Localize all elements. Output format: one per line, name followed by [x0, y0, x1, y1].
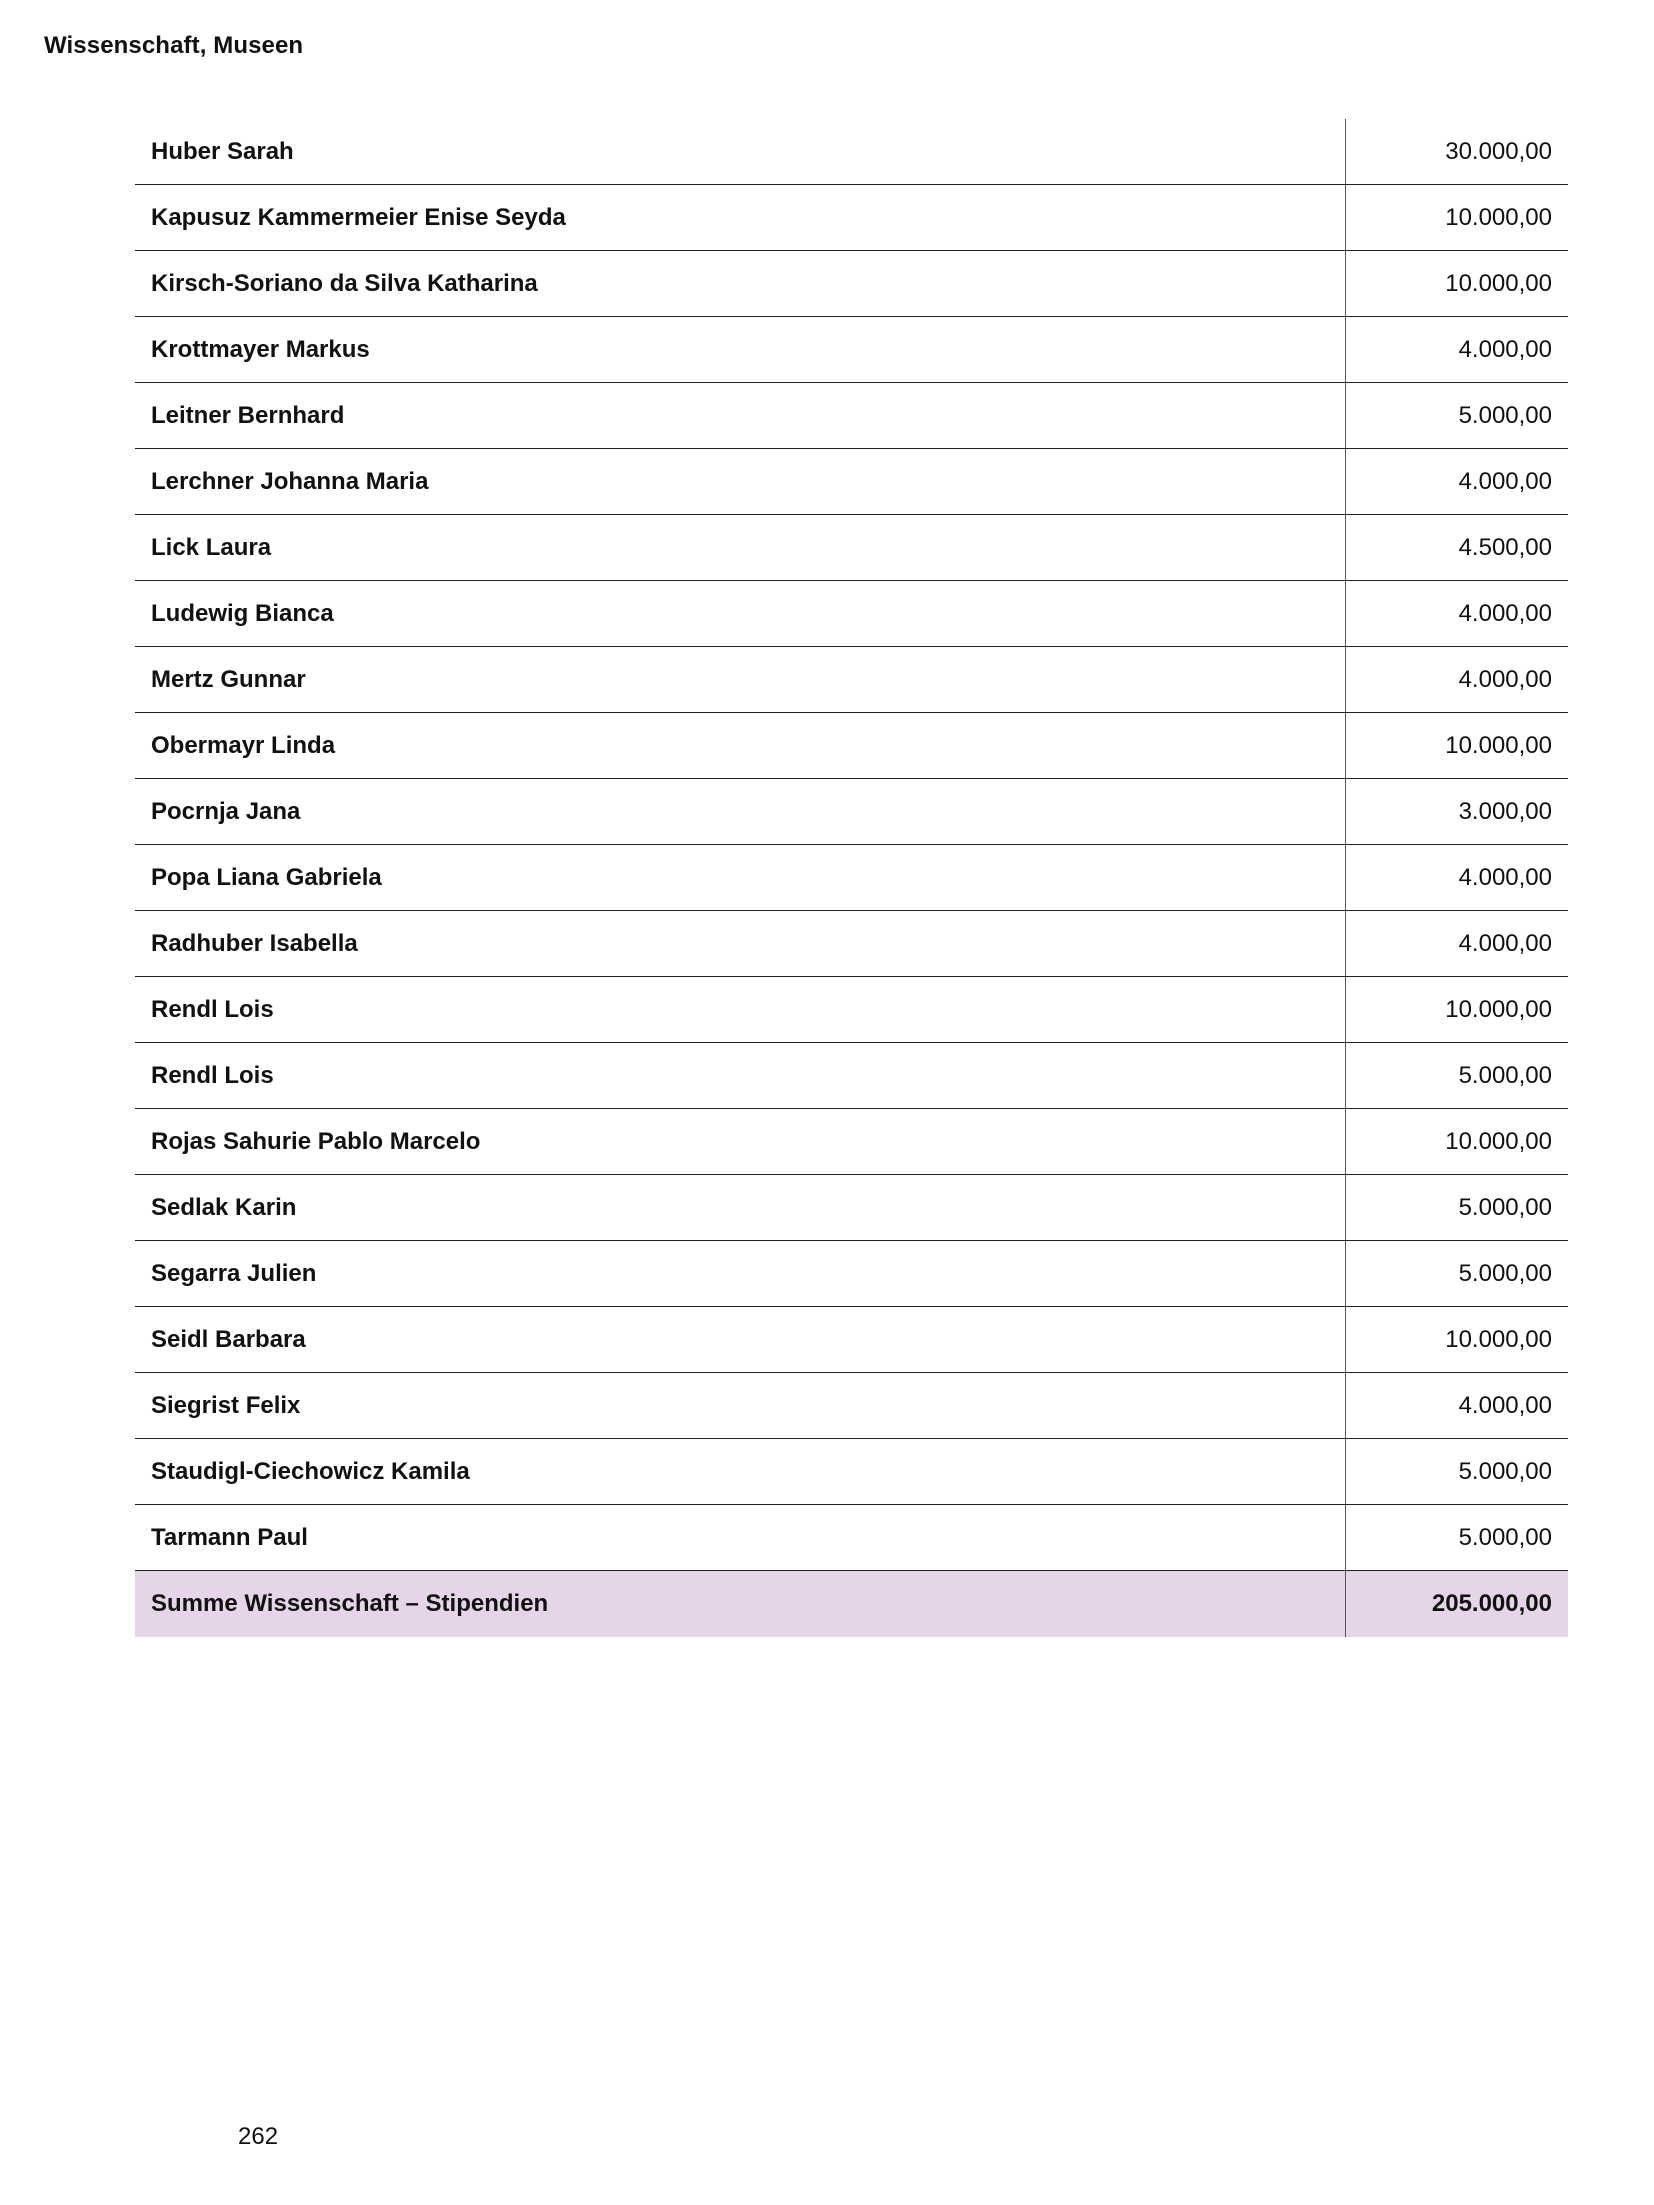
table-row [135, 977, 1568, 1043]
table-row [135, 449, 1568, 515]
table-row [135, 1505, 1568, 1571]
table-row [135, 647, 1568, 713]
grant-amount: 5.000,00 [1345, 1043, 1568, 1109]
recipient-name: Rojas Sahurie Pablo Marcelo [135, 1109, 1345, 1175]
recipient-name: Seidl Barbara [135, 1307, 1345, 1373]
table-row [135, 251, 1568, 317]
recipient-name: Kirsch-Soriano da Silva Katharina [135, 251, 1345, 317]
total-row [135, 1571, 1568, 1638]
recipient-name: Sedlak Karin [135, 1175, 1345, 1241]
total-amount: 205.000,00 [1345, 1571, 1568, 1638]
grant-amount: 10.000,00 [1345, 1109, 1568, 1175]
recipient-name: Mertz Gunnar [135, 647, 1345, 713]
recipient-name: Pocrnja Jana [135, 779, 1345, 845]
table-row [135, 713, 1568, 779]
grant-amount: 5.000,00 [1345, 1505, 1568, 1571]
recipient-name: Rendl Lois [135, 977, 1345, 1043]
grant-amount: 4.000,00 [1345, 911, 1568, 977]
total-label: Summe Wissenschaft – Stipendien [135, 1571, 1345, 1638]
recipient-name: Tarmann Paul [135, 1505, 1345, 1571]
grant-table-body [135, 119, 1568, 1637]
recipient-name: Ludewig Bianca [135, 581, 1345, 647]
grant-amount: 4.000,00 [1345, 581, 1568, 647]
recipient-name: Popa Liana Gabriela [135, 845, 1345, 911]
grant-amount: 4.000,00 [1345, 317, 1568, 383]
table-row [135, 515, 1568, 581]
recipient-name: Rendl Lois [135, 1043, 1345, 1109]
table-row [135, 1175, 1568, 1241]
table-row [135, 1241, 1568, 1307]
recipient-name: Kapusuz Kammermeier Enise Seyda [135, 185, 1345, 251]
table-row [135, 1373, 1568, 1439]
grant-amount: 10.000,00 [1345, 251, 1568, 317]
grant-amount: 10.000,00 [1345, 713, 1568, 779]
section-title: Wissenschaft, Museen [44, 32, 304, 59]
recipient-name: Krottmayer Markus [135, 317, 1345, 383]
recipient-name: Segarra Julien [135, 1241, 1345, 1307]
table-row [135, 383, 1568, 449]
table-row [135, 317, 1568, 383]
recipient-name: Huber Sarah [135, 119, 1345, 185]
recipient-name: Staudigl-Ciechowicz Kamila [135, 1439, 1345, 1505]
grant-amount: 10.000,00 [1345, 977, 1568, 1043]
table-row [135, 185, 1568, 251]
table-row [135, 1439, 1568, 1505]
table-row [135, 119, 1568, 185]
grant-amount: 4.500,00 [1345, 515, 1568, 581]
grant-amount: 4.000,00 [1345, 449, 1568, 515]
recipient-name: Lick Laura [135, 515, 1345, 581]
grant-amount: 30.000,00 [1345, 119, 1568, 185]
recipient-name: Siegrist Felix [135, 1373, 1345, 1439]
table-row [135, 911, 1568, 977]
recipient-name: Leitner Bernhard [135, 383, 1345, 449]
grant-amount: 3.000,00 [1345, 779, 1568, 845]
recipient-name: Lerchner Johanna Maria [135, 449, 1345, 515]
grant-amount: 4.000,00 [1345, 1373, 1568, 1439]
table-row [135, 779, 1568, 845]
grant-amount: 10.000,00 [1345, 1307, 1568, 1373]
grant-amount: 10.000,00 [1345, 185, 1568, 251]
table-row [135, 1109, 1568, 1175]
grant-table [135, 119, 1568, 1637]
grant-amount: 5.000,00 [1345, 1439, 1568, 1505]
table-row [135, 1307, 1568, 1373]
grant-amount: 4.000,00 [1345, 845, 1568, 911]
table-row [135, 581, 1568, 647]
grant-amount: 5.000,00 [1345, 383, 1568, 449]
grant-amount: 5.000,00 [1345, 1241, 1568, 1307]
table-row [135, 845, 1568, 911]
grant-amount: 5.000,00 [1345, 1175, 1568, 1241]
page-number: 262 [238, 2123, 279, 2150]
table-row [135, 1043, 1568, 1109]
recipient-name: Obermayr Linda [135, 713, 1345, 779]
grant-amount: 4.000,00 [1345, 647, 1568, 713]
recipient-name: Radhuber Isabella [135, 911, 1345, 977]
